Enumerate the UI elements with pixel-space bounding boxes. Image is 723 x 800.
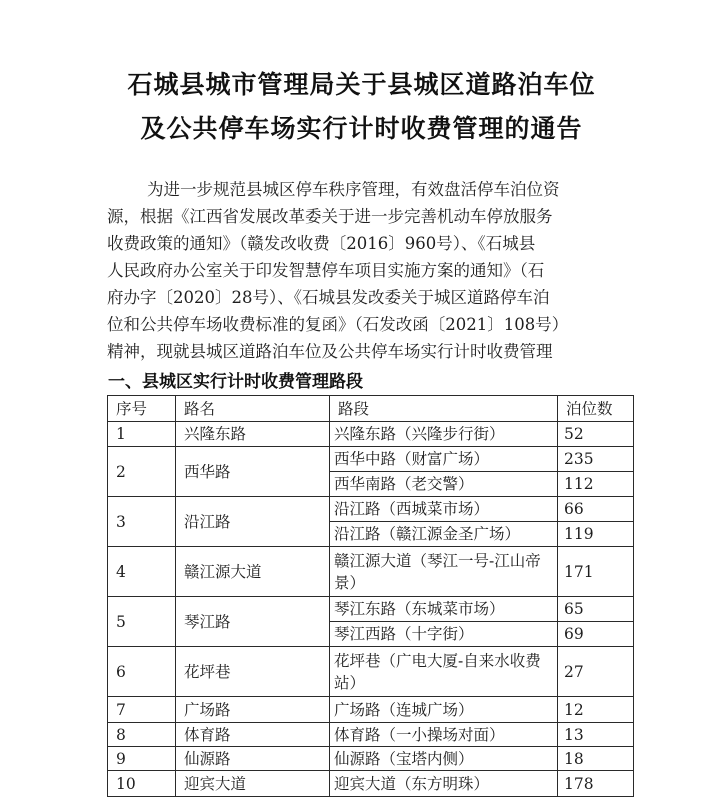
section-heading: 一、县城区实行计时收费管理路段 <box>108 372 363 392</box>
document-title-line-1: 石城县城市管理局关于县城区道路泊车位 <box>127 70 596 99</box>
cell-segment: 沿江路（赣江源金圣广场） <box>330 522 558 547</box>
cell-count: 52 <box>558 422 634 447</box>
table-row <box>108 497 634 522</box>
cell-segment: 体育路（一小操场对面） <box>330 723 558 747</box>
table-row <box>108 747 634 771</box>
header-count: 泊位数 <box>558 396 634 422</box>
cell-road: 西华路 <box>176 447 330 497</box>
cell-count: 178 <box>558 771 634 797</box>
cell-count: 235 <box>558 447 634 472</box>
cell-segment: 琴江东路（东城菜市场） <box>330 597 558 622</box>
cell-segment: 兴隆东路（兴隆步行街） <box>330 422 558 447</box>
cell-road: 迎宾大道 <box>176 771 330 797</box>
intro-line: 人民政府办公室关于印发智慧停车项目实施方案的通知》（石 <box>107 261 545 280</box>
cell-no: 8 <box>108 723 176 747</box>
cell-no: 2 <box>108 447 176 497</box>
table-row <box>108 647 634 697</box>
cell-count: 119 <box>558 522 634 547</box>
cell-count: 13 <box>558 723 634 747</box>
table-row <box>108 447 634 472</box>
table-row <box>108 422 634 447</box>
parking-fee-table <box>107 395 634 797</box>
cell-segment: 花坪巷（广电大厦-自来水收费站） <box>330 647 558 697</box>
cell-road: 沿江路 <box>176 497 330 547</box>
table-row <box>108 547 634 597</box>
cell-count: 12 <box>558 697 634 723</box>
intro-line: 收费政策的通知》（赣发改收费〔2016〕960号）、《石城县 <box>107 234 536 253</box>
cell-no: 10 <box>108 771 176 797</box>
table-row <box>108 771 634 797</box>
cell-no: 6 <box>108 647 176 697</box>
table-row <box>108 697 634 723</box>
cell-segment: 仙源路（宝塔内侧） <box>330 747 558 771</box>
cell-no: 5 <box>108 597 176 647</box>
cell-segment: 西华南路（老交警） <box>330 472 558 497</box>
table-row <box>108 597 634 622</box>
cell-segment: 西华中路（财富广场） <box>330 447 558 472</box>
intro-line: 精神，现就县城区道路泊车位及公共停车场实行计时收费管理 <box>107 342 553 361</box>
cell-count: 171 <box>558 547 634 597</box>
cell-road: 兴隆东路 <box>176 422 330 447</box>
cell-no: 1 <box>108 422 176 447</box>
cell-segment: 广场路（连城广场） <box>330 697 558 723</box>
cell-count: 65 <box>558 597 634 622</box>
cell-road: 琴江路 <box>176 597 330 647</box>
cell-road: 赣江源大道 <box>176 547 330 597</box>
cell-no: 3 <box>108 497 176 547</box>
header-no: 序号 <box>108 396 176 422</box>
cell-count: 66 <box>558 497 634 522</box>
document-title-line-2: 及公共停车场实行计时收费管理的通告 <box>140 114 583 143</box>
cell-no: 4 <box>108 547 176 597</box>
table-row <box>108 723 634 747</box>
intro-line: 位和公共停车场收费标准的复函》（石发改函〔2021〕108号） <box>107 315 569 334</box>
cell-road: 花坪巷 <box>176 647 330 697</box>
cell-segment: 迎宾大道（东方明珠） <box>330 771 558 797</box>
cell-count: 69 <box>558 622 634 647</box>
cell-count: 112 <box>558 472 634 497</box>
cell-segment: 琴江西路（十字街） <box>330 622 558 647</box>
cell-no: 9 <box>108 747 176 771</box>
cell-count: 18 <box>558 747 634 771</box>
table-header-row <box>108 396 634 422</box>
cell-road: 仙源路 <box>176 747 330 771</box>
cell-segment: 赣江源大道（琴江一号-江山帝景） <box>330 547 558 597</box>
header-road: 路名 <box>176 396 330 422</box>
cell-count: 27 <box>558 647 634 697</box>
cell-road: 体育路 <box>176 723 330 747</box>
intro-line: 为进一步规范县城区停车秩序管理，有效盘活停车泊位资 <box>147 180 560 199</box>
intro-line: 府办字〔2020〕28号）、《石城县发改委关于城区道路停车泊 <box>107 288 550 307</box>
cell-segment: 沿江路（西城菜市场） <box>330 497 558 522</box>
header-segment: 路段 <box>330 396 558 422</box>
cell-no: 7 <box>108 697 176 723</box>
cell-road: 广场路 <box>176 697 330 723</box>
intro-line: 源，根据《江西省发展改革委关于进一步完善机动车停放服务 <box>107 207 553 226</box>
